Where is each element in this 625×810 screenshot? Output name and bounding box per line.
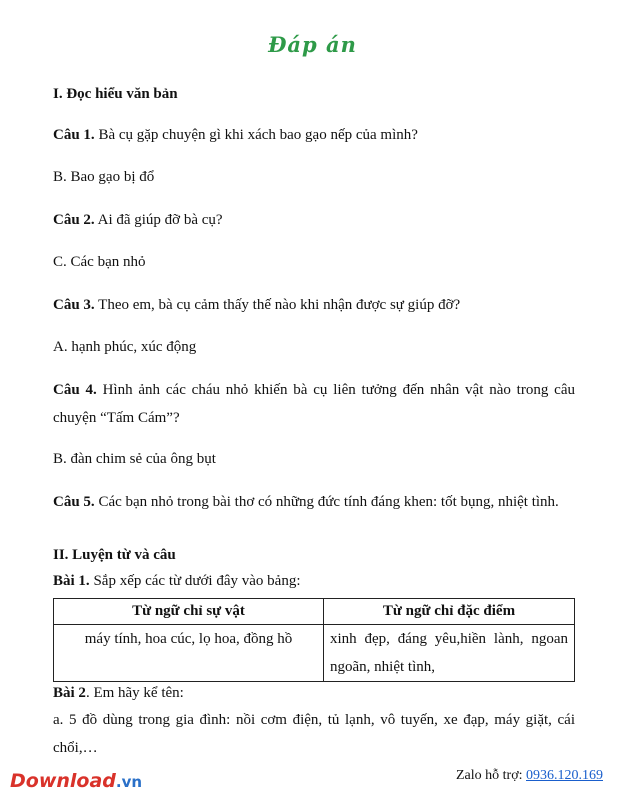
question-label: Câu 2. [53,212,95,228]
answer-3: A. hạnh phúc, xúc động [53,339,197,355]
table-header-cell: Từ ngữ chỉ sự vật [54,599,324,625]
exercise-text: Sắp xếp các từ dưới đây vào bảng: [89,573,301,589]
table-header-cell: Từ ngữ chỉ đặc điểm [324,599,575,625]
question-label: Câu 4. [53,382,97,398]
phone-link[interactable]: 0936.120.169 [526,768,603,783]
page-title: Đáp án [268,32,357,57]
question-text: Ai đã giúp đỡ bà cụ? [94,212,223,228]
exercise-2a: a. 5 đồ dùng trong gia đình: nồi cơm điện, tủ lạnh, vô tuyến, xe đạp, máy giặt, cái chổi,… [53,712,575,756]
exercise-text: . Em hãy kể tên: [85,685,184,701]
zalo-label: Zalo hỗ trợ: [456,768,526,783]
word-sort-table [53,598,575,682]
question-5 [53,488,575,516]
logo-tld: .vn [115,773,143,791]
section-heading-vocab: II. Luyện từ và câu [53,547,176,563]
question-label: Câu 1. [53,127,95,143]
answer-4: B. đàn chim sẻ của ông bụt [53,451,216,467]
question-4 [53,376,575,432]
exercise-1 [53,568,301,594]
question-label: Câu 5. [53,494,95,510]
question-text: Hình ảnh các cháu nhỏ khiến bà cụ liên tưởng đến nhân vật nào trong câu chuyện “Tấm Cám”? [53,382,575,426]
answer-2: C. Các bạn nhỏ [53,254,146,270]
question-text: Các bạn nhỏ trong bài thơ có những đức tính đáng khen: tốt bụng, nhiệt tình. [94,494,559,510]
question-label: Câu 3. [53,297,95,313]
question-2 [53,207,223,233]
answer-1: B. Bao gạo bị đổ [53,169,155,185]
question-3 [53,292,460,318]
table-cell: xinh đẹp, đáng yêu,hiền lành, ngoan ngoãn, nhiệt tình, [324,625,575,682]
question-1 [53,122,418,148]
zalo-support [456,768,603,784]
exercise-2 [53,680,184,706]
download-logo[interactable] [10,770,142,792]
question-text: Bà cụ gặp chuyện gì khi xách bao gạo nếp của mình? [94,127,418,143]
table-header-row [54,599,575,625]
exercise-label: Bài 2 [53,685,86,701]
table-cell: máy tính, hoa cúc, lọ hoa, đồng hồ [54,625,324,682]
logo-text: Download [10,770,116,792]
table-row [54,625,575,682]
exercise-label: Bài 1. [53,573,90,589]
section-heading-reading: I. Đọc hiểu văn bản [53,86,178,102]
question-text: Theo em, bà cụ cảm thấy thế nào khi nhận được sự giúp đỡ? [94,297,461,313]
